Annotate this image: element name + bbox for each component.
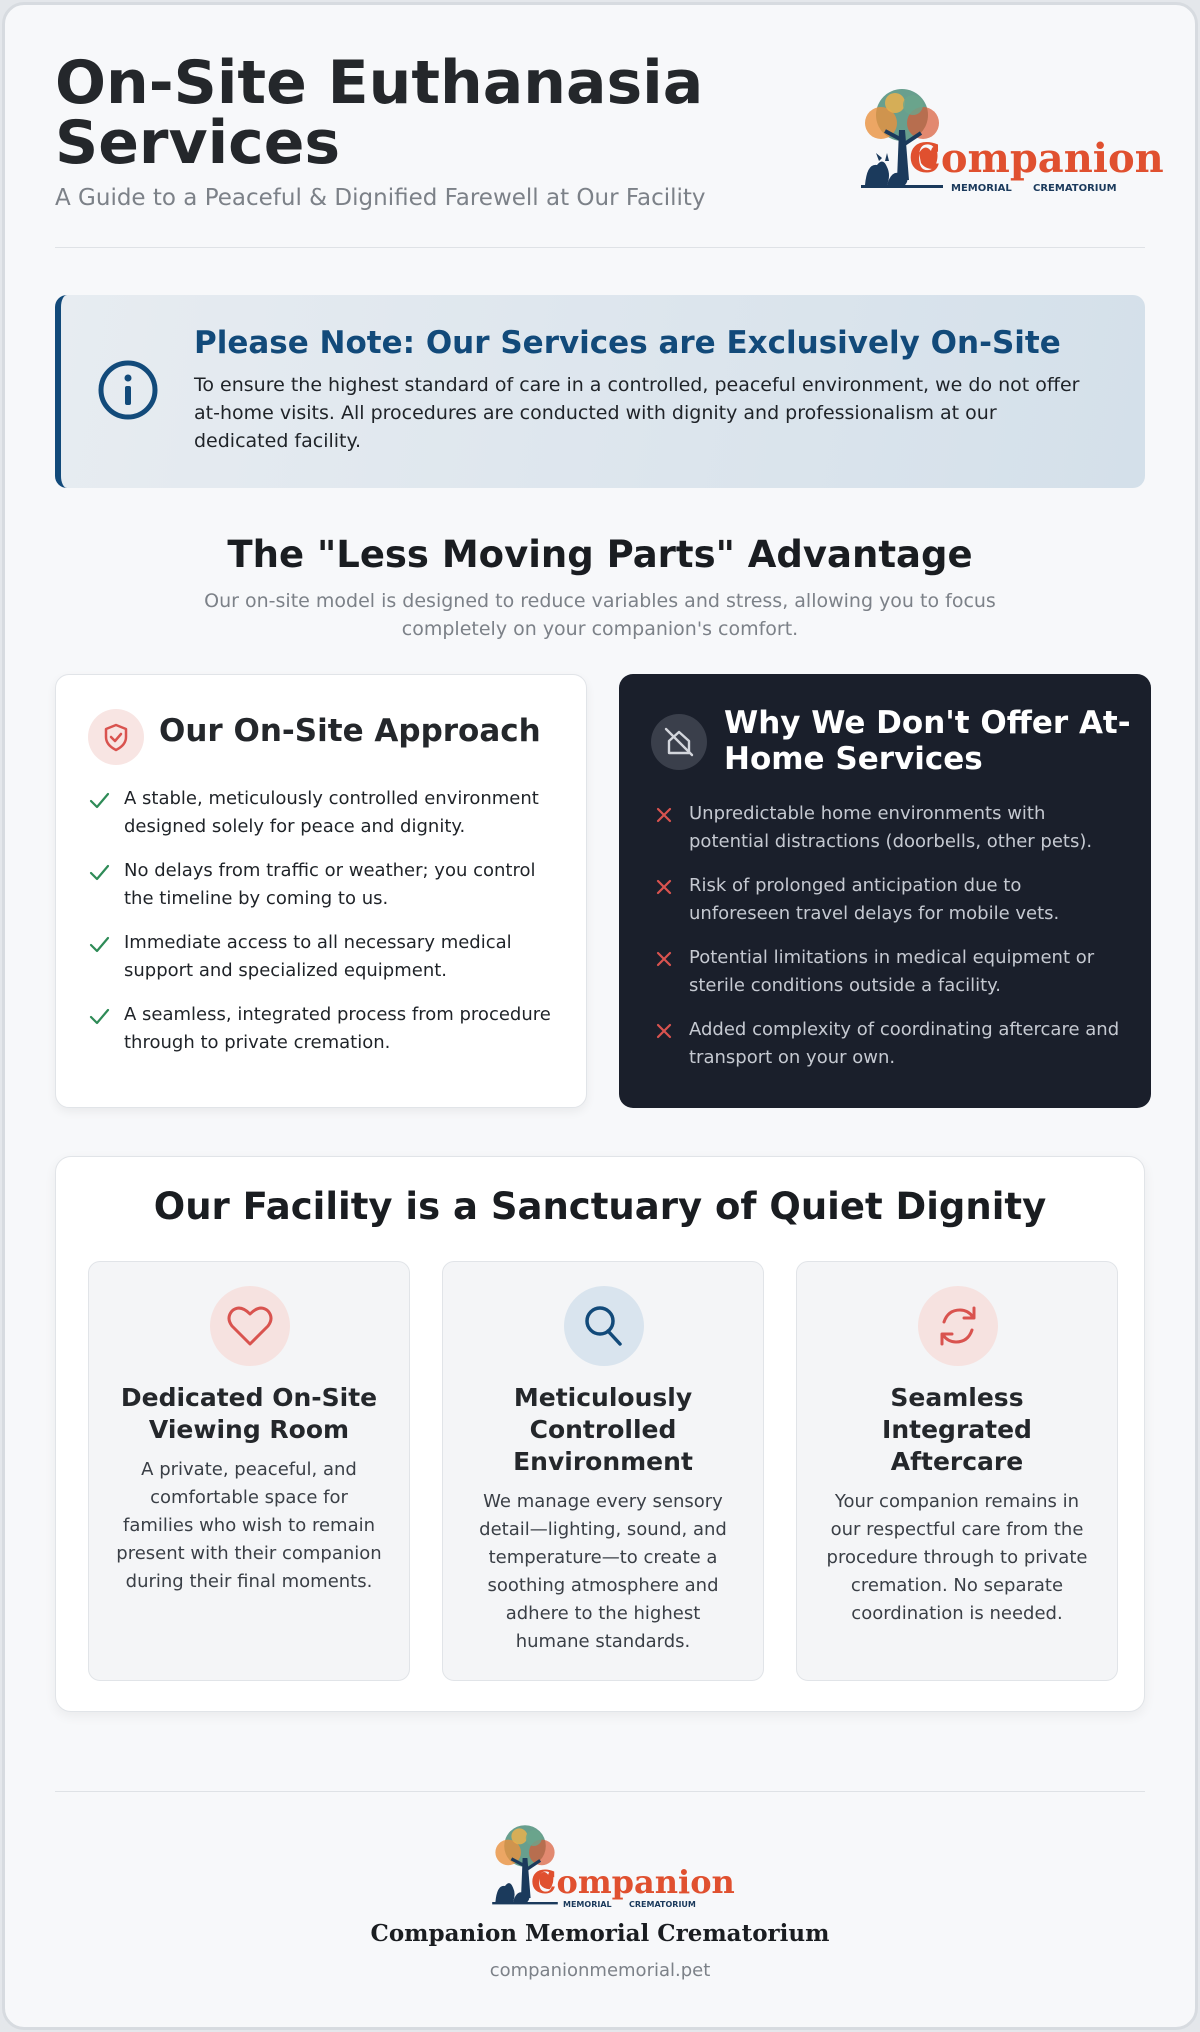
x-icon [653,804,675,826]
header [55,48,1164,248]
logo-tagline-left: MEMORIAL [951,183,1012,194]
facility-title: Our Facility is a Sanctuary of Quiet Dignity [153,1185,1047,1228]
shield-check-icon [88,709,144,765]
x-icon [653,948,675,970]
list-item-text: Added complexity of coordinating aftercare and transport on your own. [689,1019,1120,1068]
list-item [653,872,1121,928]
logo-tagline-right: CREMATORIUM [1033,183,1117,194]
check-icon [88,861,110,883]
list-item-text: Potential limitations in medical equipment or sterile conditions outside a facility. [689,947,1095,996]
athome-card-title: Why We Don't Offer At-Home Services [724,705,1131,777]
logo-tagline-right: CREMATORIUM [629,1900,696,1909]
header-logo [847,85,1164,195]
feature-text: We manage every sensory detail—lighting, sound, and temperature—to create a soothing atmosphere and adhere to the highest humane standards. [479,1491,727,1652]
list-item [88,929,556,985]
logo-wordmark: Companion [531,1863,735,1901]
list-item-text: A stable, meticulously controlled environment designed solely for peace and dignity. [124,788,539,837]
facility-section [55,1156,1145,1712]
list-item [88,785,556,841]
page-subtitle: A Guide to a Peaceful & Dignified Farewell at Our Facility [55,185,706,211]
check-icon [88,933,110,955]
feature-card-aftercare [796,1261,1118,1681]
list-item-text: Risk of prolonged anticipation due to unforeseen travel delays for mobile vets. [689,875,1060,924]
info-icon [97,359,159,421]
logo-wordmark: Companion [909,135,1164,182]
onsite-benefits-list [88,785,556,1073]
list-item-text: Unpredictable home environments with potential distractions (doorbells, other pets). [689,803,1093,852]
onsite-card-title: Our On-Site Approach [159,713,541,749]
x-icon [653,1020,675,1042]
feature-title: Dedicated On-Site Viewing Room [120,1383,378,1444]
onsite-approach-card [55,674,587,1108]
advantage-subtitle: Our on-site model is designed to reduce variables and stress, allowing you to focus completely on your companion's comfort. [204,590,996,640]
notice-banner [55,295,1145,488]
no-home-icon [651,714,707,770]
feature-title: Seamless Integrated Aftercare [882,1383,1032,1476]
page-title: On-Site Euthanasia Services [55,48,704,178]
content [55,5,1164,2027]
page [2,2,1198,2030]
feature-title: Meticulously Controlled Environment [513,1383,693,1476]
list-item [88,857,556,913]
feature-card-viewing-room [88,1261,410,1681]
feature-text: A private, peaceful, and comfortable space for families who wish to remain present with their companion during their final moments. [116,1459,382,1592]
list-item-text: A seamless, integrated process from procedure through to private cremation. [124,1004,551,1053]
footer-company-name: Companion Memorial Crematorium [370,1920,830,1947]
notice-text: To ensure the highest standard of care in a controlled, peaceful environment, we do not offer at-home visits. All procedures are conducted with dignity and professionalism at our dedicated facility. [194,374,1080,452]
list-item-text: Immediate access to all necessary medical support and specialized equipment. [124,932,512,981]
footer-url[interactable]: companionmemorial.pet [489,1960,711,1981]
no-athome-card [619,674,1151,1108]
logo-tagline-left: MEMORIAL [563,1900,612,1909]
notice-title: Please Note: Our Services are Exclusively On-Site [194,325,1061,361]
feature-card-controlled-environment [442,1261,764,1681]
list-item [653,800,1121,856]
list-item [88,1001,556,1057]
refresh-icon [918,1286,998,1366]
feature-text: Your companion remains in our respectful care from the procedure through to private cremation. No separate coordination is needed. [826,1491,1088,1624]
magnifier-icon [564,1286,644,1366]
footer [55,1791,1145,1991]
heart-icon [210,1286,290,1366]
list-item [653,1016,1121,1072]
advantage-title: The "Less Moving Parts" Advantage [227,533,973,576]
list-item-text: No delays from traffic or weather; you control the timeline by coming to us. [124,860,536,909]
check-icon [88,1005,110,1027]
x-icon [653,876,675,898]
athome-drawbacks-list [653,800,1121,1088]
list-item [653,944,1121,1000]
check-icon [88,789,110,811]
footer-logo [481,1822,735,1910]
